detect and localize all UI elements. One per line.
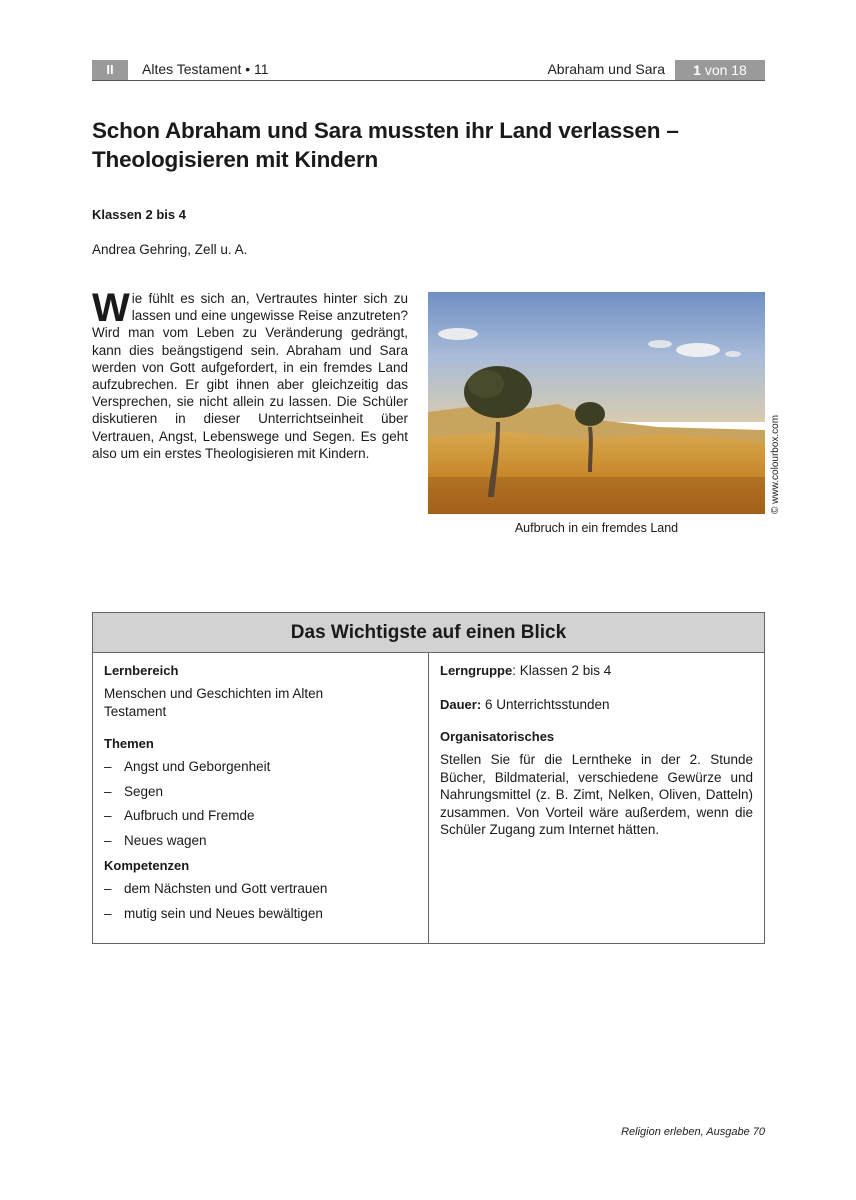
desert-landscape-image bbox=[428, 292, 765, 514]
theme-text: Aufbruch und Fremde bbox=[124, 808, 255, 823]
kompetenzen-list bbox=[104, 880, 419, 929]
photo-caption: Aufbruch in ein fremdes Land bbox=[514, 521, 679, 535]
org-text: Stellen Sie für die Lerntheke in der 2. Stunde Bücher, Bildmaterial, verschiedene Gewürze und Nahrungsmittel (z. B. Zimt, Nelken, Oliven, Datteln) zusammen. Von Vorteil wäre außerdem, wenn die Schüler Zugang zum Internet hätten. bbox=[440, 752, 753, 837]
dash: – bbox=[104, 881, 112, 896]
lernbereich-label: Lernbereich bbox=[104, 663, 179, 678]
themen-list bbox=[104, 758, 419, 856]
overview-heading: Das Wichtigste auf einen Blick bbox=[93, 613, 764, 653]
landscape-photo bbox=[428, 292, 765, 514]
lerngruppe bbox=[440, 662, 753, 680]
page-indicator bbox=[675, 60, 765, 80]
theme-text: Angst und Geborgenheit bbox=[124, 759, 271, 774]
themen-label: Themen bbox=[104, 736, 154, 751]
overview-left-column bbox=[93, 653, 429, 943]
dash: – bbox=[104, 783, 112, 799]
page-title bbox=[92, 116, 772, 174]
intro-paragraph bbox=[92, 286, 408, 462]
list-item bbox=[104, 783, 419, 808]
competence-text: mutig sein und Neues bewältigen bbox=[124, 905, 323, 921]
competence-text: dem Nächsten und Gott vertrauen bbox=[124, 881, 328, 896]
section-title: Altes Testament • 11 bbox=[142, 61, 269, 77]
page-current: 1 bbox=[693, 62, 701, 78]
dauer-value: 6 Unterrichtsstunden bbox=[481, 696, 610, 712]
intro-text: ie fühlt es sich an, Vertrautes hinter sich zu lassen und eine ungewisse Reise anzutreten? Wird man vom Leben zu Veränderung gedrängt, kann dies beängstigend sein. Abraham und Sara werden von Gott aufgefordert, in ein fremdes Land aufzubrechen. Er gibt ihnen aber gleichzeitig das Versprechen, sie nicht allein zu lassen. Die Schüler diskutieren in dieser Unterrichtseinheit über Vertrauen, Angst, Lebenswege und Segen. Es geht also um ein erstes Theologisieren mit Kindern. bbox=[92, 291, 408, 461]
dauer bbox=[440, 696, 753, 714]
kompetenzen-label: Kompetenzen bbox=[104, 858, 190, 873]
list-item bbox=[104, 758, 419, 783]
photo-credit: © www.colourbox.com bbox=[770, 414, 781, 514]
overview-box bbox=[92, 612, 765, 944]
lerngruppe-value: : Klassen 2 bis 4 bbox=[512, 663, 612, 678]
section-number: II bbox=[92, 60, 128, 80]
dauer-label: Dauer: bbox=[440, 696, 482, 712]
org-label: Organisatorisches bbox=[440, 729, 555, 744]
lernbereich-text: Menschen und Geschichten im Alten Testament bbox=[104, 686, 324, 719]
grade-level: Klassen 2 bis 4 bbox=[92, 207, 186, 222]
dash: – bbox=[104, 905, 112, 921]
dash: – bbox=[104, 759, 112, 774]
list-item bbox=[104, 807, 419, 832]
title-line-2: Theologisieren mit Kindern bbox=[92, 147, 379, 172]
theme-text: Segen bbox=[124, 783, 164, 799]
lerngruppe-label: Lerngruppe bbox=[440, 663, 513, 678]
footer-publication: Religion erleben, Ausgabe 70 bbox=[621, 1126, 765, 1138]
list-item bbox=[104, 832, 419, 857]
page-of: von 18 bbox=[704, 62, 747, 78]
list-item bbox=[104, 880, 419, 905]
author: Andrea Gehring, Zell u. A. bbox=[92, 242, 248, 257]
page-header bbox=[92, 60, 765, 81]
title-line-1: Schon Abraham und Sara mussten ihr Land verlassen – bbox=[92, 118, 679, 143]
topic-title: Abraham und Sara bbox=[547, 61, 665, 77]
list-item bbox=[104, 905, 419, 930]
overview-right-column bbox=[429, 653, 764, 943]
dash: – bbox=[104, 808, 112, 823]
dash: – bbox=[104, 832, 112, 848]
theme-text: Neues wagen bbox=[124, 832, 207, 848]
drop-cap: W bbox=[92, 286, 130, 330]
